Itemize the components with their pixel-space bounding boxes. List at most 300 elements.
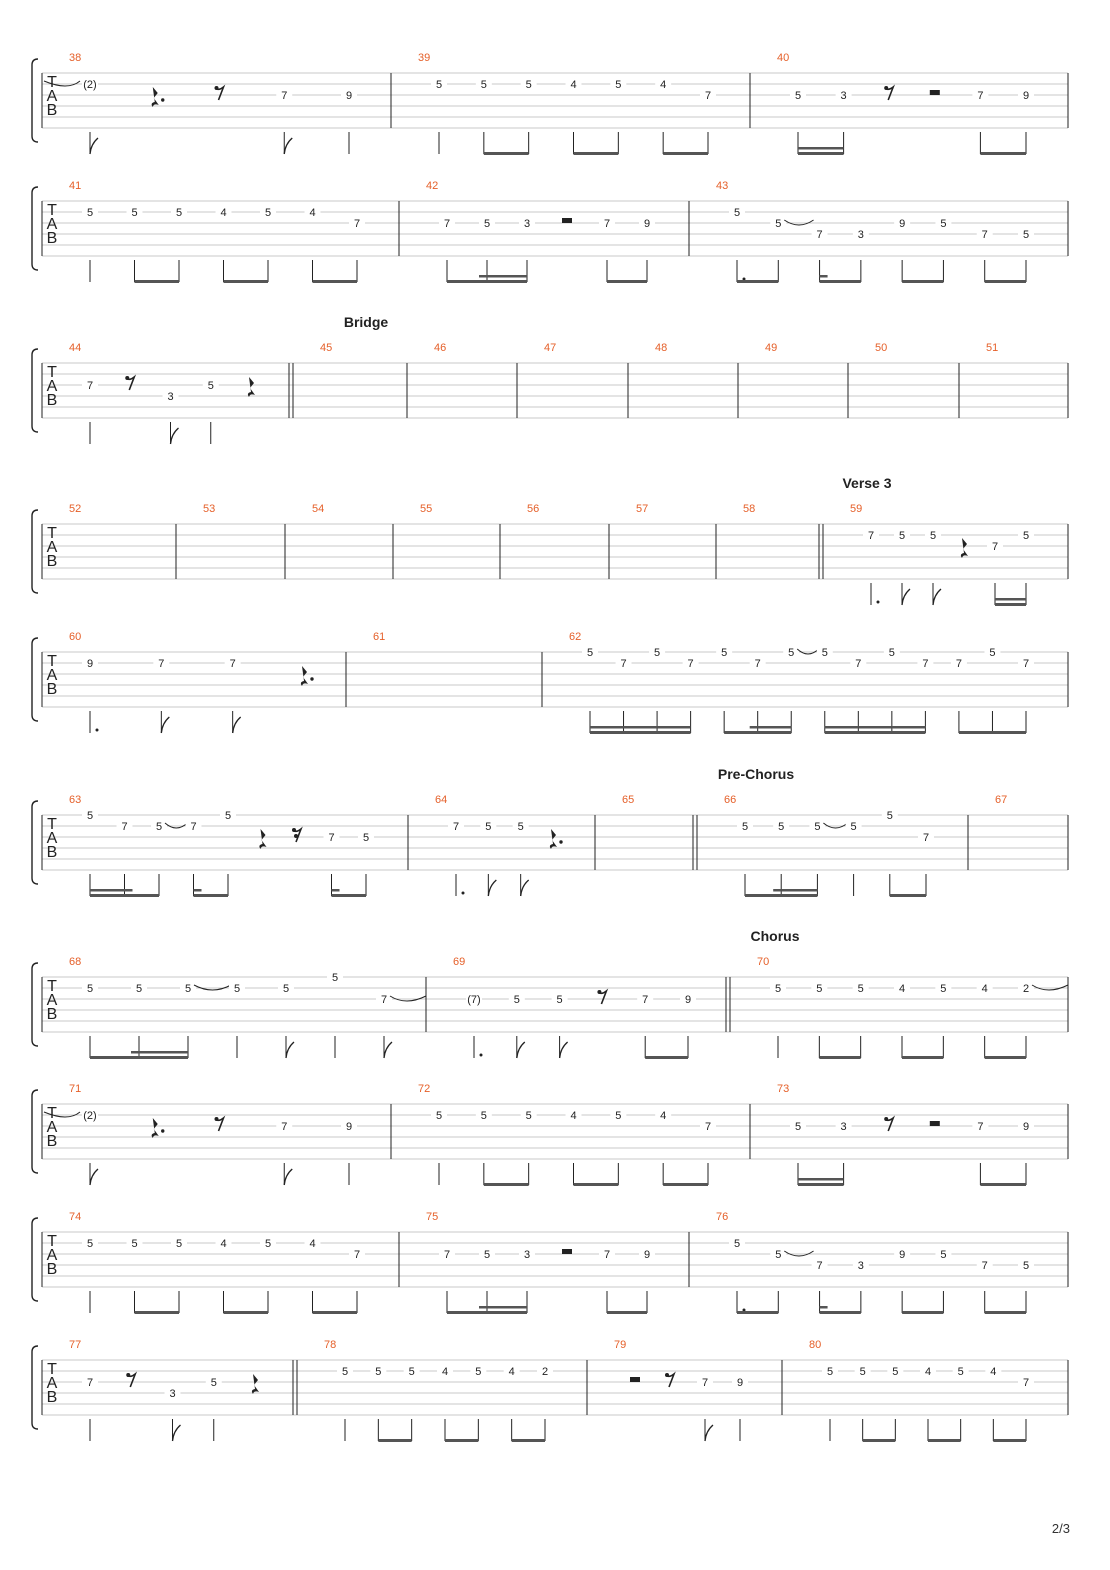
tab-clef-letter: A <box>46 88 58 105</box>
fret-number: 4 <box>309 1238 316 1250</box>
fret-number: 7 <box>981 1260 988 1272</box>
fret-number: 7 <box>855 658 862 670</box>
note-flag <box>171 428 179 444</box>
measure-number: 55 <box>420 503 433 515</box>
fret-number: 5 <box>794 90 802 102</box>
note-beam <box>194 894 229 897</box>
fret-number: 5 <box>654 647 661 659</box>
staff-system <box>32 1083 1068 1186</box>
measure-number: 45 <box>320 342 333 354</box>
note-beam <box>590 731 691 734</box>
fret-number: 2 <box>541 1366 549 1378</box>
fret-number: 4 <box>441 1366 449 1378</box>
fret-number: 5 <box>929 530 937 542</box>
fret-number: 7 <box>922 658 929 670</box>
fret-number: 5 <box>513 994 520 1006</box>
fret-number: 7 <box>190 821 197 833</box>
fret-number: 7 <box>754 658 761 670</box>
fret-number: 4 <box>898 983 906 995</box>
measure-number: 57 <box>636 503 649 515</box>
fret-number: 5 <box>1022 530 1030 542</box>
measure-number: 43 <box>716 180 729 192</box>
measure-number: 75 <box>426 1211 439 1223</box>
system-bracket <box>32 1090 38 1173</box>
tab-clef-letter: T <box>47 1105 57 1122</box>
fret-number: 5 <box>175 207 183 219</box>
note-beam <box>224 1311 269 1314</box>
fret-number: 3 <box>840 90 847 102</box>
note-flag <box>384 1042 392 1058</box>
measure-number: 54 <box>312 503 325 515</box>
fret-number: 5 <box>435 1110 443 1122</box>
measure-number: 39 <box>418 52 431 64</box>
measure-number: 51 <box>986 342 999 354</box>
tab-clef-letter: B <box>46 844 58 861</box>
measure-number: 71 <box>69 1083 82 1095</box>
tab-clef-letter: B <box>46 553 58 570</box>
rest-symbol <box>630 1377 640 1382</box>
fret-number: 5 <box>207 380 214 392</box>
note-beam <box>902 1056 943 1059</box>
fret-number: 5 <box>525 79 532 91</box>
fret-number: 5 <box>886 810 893 822</box>
note-beam <box>645 1056 688 1059</box>
tab-clef-letter: T <box>47 202 57 219</box>
measure-number: 40 <box>777 52 790 64</box>
note-beam-secondary <box>798 147 844 150</box>
rest-symbol <box>252 1374 259 1394</box>
fret-number: 3 <box>857 1260 864 1272</box>
tab-clef-letter: T <box>47 1361 57 1378</box>
note-beam-secondary <box>820 275 828 278</box>
note-flag <box>233 717 241 733</box>
section-label: Pre-Chorus <box>717 766 795 782</box>
fret-number: 5 <box>1022 1260 1030 1272</box>
fret-number: 4 <box>220 1238 227 1250</box>
fret-number: 5 <box>615 1110 622 1122</box>
fret-number: 7 <box>443 1249 451 1261</box>
fret-number: 7 <box>121 821 128 833</box>
staff-system <box>32 52 1068 155</box>
note-beam-secondary <box>825 726 859 729</box>
note-beam <box>819 1056 860 1059</box>
tab-clef-letter: T <box>47 364 57 381</box>
fret-number: 5 <box>475 1366 482 1378</box>
rest-symbol <box>259 829 266 849</box>
staff-system <box>32 180 1068 283</box>
fret-number: 5 <box>435 79 443 91</box>
fret-number: 7 <box>991 541 999 553</box>
note-beam <box>135 280 180 283</box>
note-flag <box>284 1169 292 1185</box>
rest-symbol <box>961 538 968 558</box>
fret-number: 4 <box>660 1110 667 1122</box>
note-beam-secondary <box>590 726 624 729</box>
measure-number: 49 <box>765 342 778 354</box>
fret-number: 7 <box>922 832 930 844</box>
fret-number: 7 <box>452 821 460 833</box>
note-dot <box>480 1054 483 1057</box>
tab-clef-letter: T <box>47 74 57 91</box>
note-beam <box>745 894 817 897</box>
fret-number: 9 <box>736 1377 744 1389</box>
fret-number: 7 <box>816 229 823 241</box>
measure-number: 50 <box>875 342 888 354</box>
fret-number: 5 <box>331 972 339 984</box>
note-beam-secondary <box>332 889 340 892</box>
fret-number: 7 <box>603 218 611 230</box>
fret-number: 9 <box>345 90 353 102</box>
tab-clef-letter: B <box>46 681 58 698</box>
measure-number: 53 <box>203 503 216 515</box>
fret-number: 5 <box>184 983 192 995</box>
note-flag <box>517 1042 525 1058</box>
rest-symbol <box>152 1118 159 1138</box>
fret-number: 5 <box>778 821 785 833</box>
measure-number: 38 <box>69 52 82 64</box>
fret-number: 5 <box>775 218 782 230</box>
note-flag <box>902 589 910 605</box>
fret-number: 5 <box>586 647 594 659</box>
fret-number: 4 <box>220 207 227 219</box>
note-dot <box>96 729 99 732</box>
fret-number: 5 <box>480 1110 487 1122</box>
fret-number: 5 <box>814 821 821 833</box>
note-beam-secondary <box>798 1178 844 1181</box>
note-beam <box>985 1311 1026 1314</box>
fret-number: 5 <box>485 821 492 833</box>
tab-clef-letter: T <box>47 978 57 995</box>
note-beam <box>985 1056 1026 1059</box>
rest-symbol <box>562 218 572 223</box>
note-beam <box>980 152 1026 155</box>
fret-number: 4 <box>990 1366 997 1378</box>
note-flag <box>90 138 98 154</box>
fret-number: 9 <box>643 218 651 230</box>
tab-clef-letter: B <box>46 1389 58 1406</box>
fret-number: 7 <box>620 658 627 670</box>
fret-number: 7 <box>704 1121 712 1133</box>
note-beam <box>825 731 926 734</box>
note-beam <box>985 280 1026 283</box>
fret-number: 3 <box>523 218 531 230</box>
fret-number: 5 <box>210 1377 217 1389</box>
note-beam <box>224 280 269 283</box>
fret-number: 7 <box>353 1249 361 1261</box>
measure-number: 79 <box>614 1339 627 1351</box>
tab-clef-letter: A <box>46 378 58 395</box>
measure-number: 65 <box>622 794 635 806</box>
fret-number: 5 <box>775 1249 782 1261</box>
fret-number: 5 <box>480 79 487 91</box>
measure-number: 60 <box>69 631 82 643</box>
note-beam <box>737 280 778 283</box>
note-beam-secondary <box>892 726 926 729</box>
measure-number: 46 <box>434 342 447 354</box>
fret-number: 3 <box>167 391 174 403</box>
measure-number: 64 <box>435 794 448 806</box>
measure-number: 61 <box>373 631 386 643</box>
fret-number: 9 <box>1022 1121 1030 1133</box>
fret-number: 5 <box>774 983 782 995</box>
fret-number: 7 <box>281 1121 288 1133</box>
rest-symbol <box>550 829 557 849</box>
rest-symbol <box>152 87 159 107</box>
tab-clef-letter: T <box>47 816 57 833</box>
fret-number: 5 <box>940 218 947 230</box>
tab-clef-letter: T <box>47 525 57 542</box>
fret-number: 7 <box>158 658 165 670</box>
tab-clef-letter: A <box>46 539 58 556</box>
note-beam-secondary <box>820 1306 828 1309</box>
system-bracket <box>32 963 38 1046</box>
note-beam <box>724 731 791 734</box>
measure-number: 76 <box>716 1211 729 1223</box>
note-beam <box>863 1439 896 1442</box>
fret-number: 5 <box>794 1121 802 1133</box>
fret-number: 5 <box>86 810 94 822</box>
fret-number: 5 <box>741 821 749 833</box>
note-beam <box>959 731 1026 734</box>
note-beam-secondary <box>773 889 781 892</box>
note-beam <box>447 280 527 283</box>
fret-number: 5 <box>826 1366 834 1378</box>
note-beam-secondary <box>758 726 792 729</box>
fret-number: 5 <box>898 530 906 542</box>
tab-clef-letter: T <box>47 653 57 670</box>
fret-number: 5 <box>859 1366 866 1378</box>
measure-number: 44 <box>69 342 82 354</box>
fret-number: 7 <box>642 994 649 1006</box>
fret-number: 7 <box>380 994 388 1006</box>
section-label: Bridge <box>343 314 389 330</box>
fret-number: 3 <box>169 1388 176 1400</box>
note-flag <box>90 1169 98 1185</box>
note-beam <box>902 1311 943 1314</box>
note-beam <box>798 1183 844 1186</box>
note-beam <box>607 1311 647 1314</box>
staff-system <box>32 1339 1068 1442</box>
fret-number: (7) <box>467 994 481 1006</box>
fret-number: 4 <box>660 79 667 91</box>
tab-clef-letter: B <box>46 1006 58 1023</box>
fret-number: 7 <box>443 218 451 230</box>
note-flag <box>488 880 496 896</box>
note-beam <box>737 1311 778 1314</box>
tab-clef-letter: B <box>46 1133 58 1150</box>
fret-number: 4 <box>570 1110 577 1122</box>
staff-system <box>32 928 1068 1059</box>
note-beam <box>484 1183 529 1186</box>
fret-number: 4 <box>309 207 316 219</box>
rest-symbol <box>301 666 308 686</box>
fret-number: 5 <box>483 218 491 230</box>
note-beam <box>90 894 159 897</box>
note-beam <box>798 152 844 155</box>
note-beam-secondary <box>479 275 487 278</box>
note-beam-secondary <box>90 889 125 892</box>
fret-number: 5 <box>721 647 728 659</box>
fret-number: 7 <box>86 380 94 392</box>
fret-number: 5 <box>816 983 823 995</box>
note-flag <box>933 589 941 605</box>
note-flag <box>173 1425 181 1441</box>
note-beam-secondary <box>624 726 658 729</box>
note-beam-secondary <box>750 726 758 729</box>
fret-number: 5 <box>224 810 232 822</box>
tab-clef-letter: T <box>47 1233 57 1250</box>
note-beam <box>820 280 861 283</box>
fret-number: 9 <box>643 1249 651 1261</box>
fret-number: 7 <box>981 229 988 241</box>
measure-number: 68 <box>69 956 82 968</box>
fret-number: 5 <box>788 647 795 659</box>
fret-number: 5 <box>615 79 622 91</box>
note-beam <box>484 152 529 155</box>
fret-number: 5 <box>989 647 996 659</box>
measure-number: 72 <box>418 1083 431 1095</box>
note-beam-secondary <box>125 889 133 892</box>
fret-number: 9 <box>899 218 906 230</box>
fret-number: 5 <box>86 983 94 995</box>
measure-number: 56 <box>527 503 540 515</box>
note-flag <box>560 1042 568 1058</box>
rest-symbol <box>248 377 255 397</box>
note-beam <box>902 280 943 283</box>
note-beam <box>512 1439 545 1442</box>
fret-number: 9 <box>1022 90 1030 102</box>
fret-number: 7 <box>704 90 712 102</box>
measure-number: 62 <box>569 631 582 643</box>
fret-number: 7 <box>977 1121 984 1133</box>
fret-number: 9 <box>86 658 94 670</box>
system-bracket <box>32 1346 38 1429</box>
fret-number: 7 <box>955 658 962 670</box>
fret-number: 5 <box>131 207 138 219</box>
note-beam <box>332 894 367 897</box>
fret-number: 7 <box>867 530 875 542</box>
measure-number: 42 <box>426 180 439 192</box>
tab-clef-letter: B <box>46 392 58 409</box>
fret-number: 5 <box>362 832 370 844</box>
measure-number: 74 <box>69 1211 82 1223</box>
system-bracket <box>32 510 38 593</box>
measure-number: 58 <box>743 503 756 515</box>
note-beam <box>820 1311 861 1314</box>
note-beam <box>993 1439 1026 1442</box>
note-beam <box>378 1439 411 1442</box>
fret-number: (2) <box>83 79 97 91</box>
note-beam <box>313 280 358 283</box>
fret-number: 5 <box>264 1238 272 1250</box>
fret-number: 7 <box>1022 1377 1030 1389</box>
tab-clef-letter: B <box>46 1261 58 1278</box>
fret-number: 5 <box>556 994 563 1006</box>
note-beam <box>928 1439 961 1442</box>
fret-number: 7 <box>281 90 288 102</box>
fret-number: 5 <box>888 647 895 659</box>
note-beam-secondary <box>139 1051 188 1054</box>
measure-number: 48 <box>655 342 668 354</box>
staff-system <box>32 631 1068 734</box>
fret-number: 5 <box>733 1238 741 1250</box>
fret-number: 5 <box>940 1249 947 1261</box>
staff-system <box>32 766 1068 897</box>
fret-number: 7 <box>328 832 335 844</box>
fret-number: 5 <box>131 1238 138 1250</box>
fret-number: 7 <box>86 1377 94 1389</box>
tab-clef-letter: A <box>46 1119 58 1136</box>
fret-number: 2 <box>1022 983 1030 995</box>
note-flag <box>521 880 529 896</box>
system-bracket <box>32 801 38 884</box>
note-beam <box>574 1183 619 1186</box>
measure-number: 59 <box>850 503 863 515</box>
fret-number: 5 <box>135 983 143 995</box>
note-flag <box>705 1425 713 1441</box>
fret-number: 7 <box>353 218 361 230</box>
section-label: Verse 3 <box>842 475 892 491</box>
fret-number: 5 <box>341 1366 349 1378</box>
fret-number: 5 <box>957 1366 964 1378</box>
note-beam-secondary <box>995 598 1026 601</box>
note-beam <box>663 1183 708 1186</box>
note-beam <box>313 1311 358 1314</box>
fret-number: 5 <box>525 1110 532 1122</box>
fret-number: 5 <box>517 821 524 833</box>
fret-number: 5 <box>850 821 857 833</box>
note-beam-secondary <box>858 726 892 729</box>
fret-number: 5 <box>1022 229 1030 241</box>
system-bracket <box>32 59 38 142</box>
system-bracket <box>32 1218 38 1301</box>
note-beam <box>663 152 708 155</box>
rest-symbol <box>562 1249 572 1254</box>
fret-number: 7 <box>1022 658 1030 670</box>
fret-number: 5 <box>175 1238 183 1250</box>
note-beam <box>980 1183 1026 1186</box>
rest-symbol <box>930 1121 940 1126</box>
fret-number: 5 <box>821 647 828 659</box>
staff-system <box>32 314 1068 444</box>
fret-number: (2) <box>83 1110 97 1122</box>
page-number: 2/3 <box>1051 1521 1070 1536</box>
fret-number: 5 <box>86 207 94 219</box>
tab-clef-letter: A <box>46 1247 58 1264</box>
fret-number: 5 <box>282 983 290 995</box>
note-beam <box>90 1056 188 1059</box>
fret-number: 9 <box>899 1249 906 1261</box>
measure-number: 80 <box>809 1339 822 1351</box>
fret-number: 5 <box>857 983 864 995</box>
fret-number: 7 <box>603 1249 611 1261</box>
fret-number: 7 <box>701 1377 709 1389</box>
note-beam <box>447 1311 527 1314</box>
staff-system <box>32 475 1068 606</box>
tab-clef-letter: B <box>46 102 58 119</box>
note-beam-secondary <box>657 726 691 729</box>
measure-number: 73 <box>777 1083 790 1095</box>
section-label: Chorus <box>750 928 800 944</box>
fret-number: 7 <box>687 658 694 670</box>
note-dot <box>877 601 880 604</box>
fret-number: 3 <box>840 1121 847 1133</box>
measure-number: 66 <box>724 794 737 806</box>
fret-number: 5 <box>233 983 241 995</box>
note-beam-secondary <box>479 1306 487 1309</box>
tab-clef-letter: A <box>46 216 58 233</box>
note-beam <box>574 152 619 155</box>
